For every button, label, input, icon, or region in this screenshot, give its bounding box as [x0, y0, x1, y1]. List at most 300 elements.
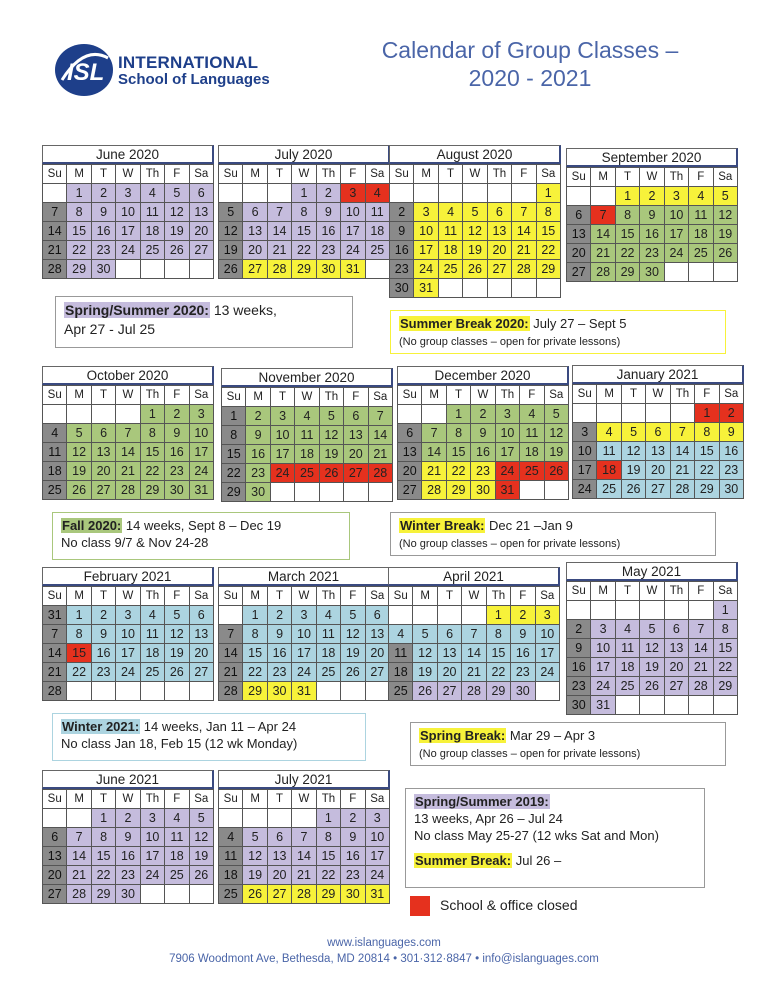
day-cell: 13 [398, 443, 422, 462]
week-row [573, 480, 744, 499]
day-cell: 27 [437, 682, 461, 701]
week-row [567, 225, 738, 244]
day-cell: 25 [520, 462, 544, 481]
week-row [567, 677, 738, 696]
day-cell: 19 [243, 866, 267, 885]
weekday-header: F [512, 165, 536, 184]
weekday-header: F [165, 790, 189, 809]
day-cell: 6 [398, 424, 422, 443]
month-calendar [572, 365, 744, 499]
day-cell: 1 [316, 809, 340, 828]
day-cell: 1 [292, 184, 316, 203]
day-cell: 14 [462, 644, 486, 663]
day-cell: 4 [316, 606, 340, 625]
day-cell: 23 [341, 866, 365, 885]
day-cell: 27 [398, 481, 422, 500]
day-cell: 30 [567, 696, 591, 715]
day-cell: 29 [140, 481, 164, 500]
weekday-header: M [422, 386, 446, 405]
day-cell: 30 [390, 279, 414, 298]
week-row [219, 606, 390, 625]
day-cell: 13 [344, 426, 368, 445]
weekday-header: Su [398, 386, 422, 405]
day-cell: 8 [140, 424, 164, 443]
week-row [390, 260, 561, 279]
weekday-header: W [292, 790, 316, 809]
day-cell: 15 [446, 443, 470, 462]
day-cell: 12 [165, 203, 189, 222]
day-cell: 17 [365, 847, 389, 866]
day-cell: 18 [140, 644, 164, 663]
day-cell: 3 [535, 606, 559, 625]
day-cell: 6 [243, 203, 267, 222]
day-cell: 25 [389, 682, 413, 701]
day-cell: 24 [535, 663, 559, 682]
day-cell: 13 [567, 225, 591, 244]
day-cell: 23 [719, 461, 743, 480]
weekday-header: T [446, 386, 470, 405]
day-cell [573, 404, 597, 423]
day-cell: 4 [615, 620, 639, 639]
weekday-header: W [462, 587, 486, 606]
day-cell: 20 [267, 866, 291, 885]
day-cell [344, 483, 368, 502]
day-cell: 27 [487, 260, 511, 279]
weekday-header: Sa [535, 587, 559, 606]
week-row [567, 187, 738, 206]
school-logo [52, 40, 302, 100]
day-cell: 21 [591, 244, 615, 263]
day-cell: 30 [165, 481, 189, 500]
weekday-header: Sa [713, 168, 737, 187]
day-cell: 10 [189, 424, 213, 443]
week-row [398, 481, 569, 500]
day-cell: 24 [591, 677, 615, 696]
week-row [567, 696, 738, 715]
day-cell: 16 [91, 222, 115, 241]
day-cell: 10 [365, 828, 389, 847]
day-cell [390, 184, 414, 203]
day-cell: 6 [189, 606, 213, 625]
day-cell: 17 [664, 225, 688, 244]
weekday-header: W [116, 386, 140, 405]
day-cell: 31 [341, 260, 365, 279]
day-cell [512, 279, 536, 298]
day-cell: 19 [640, 658, 664, 677]
day-cell: 2 [316, 184, 340, 203]
week-row [222, 426, 393, 445]
day-cell: 31 [43, 606, 67, 625]
week-row [398, 424, 569, 443]
week-row [222, 445, 393, 464]
day-cell: 9 [567, 639, 591, 658]
day-cell: 2 [567, 620, 591, 639]
day-cell: 22 [67, 241, 91, 260]
month-grid [397, 385, 569, 500]
week-row [567, 206, 738, 225]
day-cell: 22 [91, 866, 115, 885]
day-cell: 27 [189, 241, 213, 260]
day-cell: 24 [495, 462, 519, 481]
day-cell: 23 [511, 663, 535, 682]
day-cell [67, 682, 91, 701]
day-cell: 19 [67, 462, 91, 481]
day-cell: 14 [267, 222, 291, 241]
day-cell: 12 [219, 222, 243, 241]
week-row [219, 203, 390, 222]
weekday-header: Th [140, 165, 164, 184]
day-cell: 17 [495, 443, 519, 462]
day-cell: 28 [689, 677, 713, 696]
day-cell: 8 [292, 203, 316, 222]
week-row [43, 260, 214, 279]
day-cell: 31 [591, 696, 615, 715]
month-title: January 2021 [572, 365, 744, 384]
day-cell: 5 [413, 625, 437, 644]
day-cell: 29 [713, 677, 737, 696]
day-cell: 17 [140, 847, 164, 866]
week-row [567, 244, 738, 263]
day-cell: 26 [189, 866, 213, 885]
day-cell [512, 184, 536, 203]
day-cell: 4 [389, 625, 413, 644]
week-row [390, 203, 561, 222]
day-cell: 10 [270, 426, 294, 445]
day-cell: 2 [116, 809, 140, 828]
day-cell [140, 260, 164, 279]
weekday-header-row [567, 168, 738, 187]
day-cell: 25 [597, 480, 621, 499]
day-cell: 8 [486, 625, 510, 644]
weekday-header: M [591, 582, 615, 601]
day-cell: 24 [116, 663, 140, 682]
weekday-header: F [341, 790, 365, 809]
week-row [43, 663, 214, 682]
day-cell [165, 885, 189, 904]
day-cell: 17 [270, 445, 294, 464]
weekday-header: Su [389, 587, 413, 606]
month-grid [221, 387, 393, 502]
day-cell: 4 [520, 405, 544, 424]
day-cell: 1 [67, 184, 91, 203]
day-cell: 12 [640, 639, 664, 658]
weekday-header-row [390, 165, 561, 184]
day-cell [43, 405, 67, 424]
month-grid [389, 164, 561, 298]
day-cell: 4 [140, 184, 164, 203]
day-cell: 22 [615, 244, 639, 263]
day-cell: 20 [567, 244, 591, 263]
day-cell: 23 [471, 462, 495, 481]
day-cell: 30 [267, 682, 291, 701]
day-cell: 27 [267, 885, 291, 904]
day-cell [91, 405, 115, 424]
day-cell [165, 682, 189, 701]
day-cell: 24 [365, 866, 389, 885]
day-cell: 1 [140, 405, 164, 424]
day-cell: 14 [43, 644, 67, 663]
day-cell: 18 [597, 461, 621, 480]
weekday-header: Sa [189, 165, 213, 184]
day-cell: 15 [615, 225, 639, 244]
page-title [330, 36, 730, 92]
day-cell: 1 [446, 405, 470, 424]
day-cell: 27 [344, 464, 368, 483]
week-row [43, 644, 214, 663]
day-cell: 5 [621, 423, 645, 442]
day-cell: 6 [487, 203, 511, 222]
day-cell [535, 682, 559, 701]
day-cell: 21 [368, 445, 392, 464]
day-cell: 30 [246, 483, 270, 502]
week-row [567, 601, 738, 620]
day-cell: 12 [341, 625, 365, 644]
day-cell: 11 [316, 625, 340, 644]
day-cell: 1 [695, 404, 719, 423]
day-cell: 2 [165, 405, 189, 424]
day-cell [91, 682, 115, 701]
weekday-header-row [43, 790, 214, 809]
month-calendar [566, 148, 738, 282]
day-cell: 24 [664, 244, 688, 263]
day-cell [43, 809, 67, 828]
day-cell: 14 [512, 222, 536, 241]
week-row [43, 203, 214, 222]
day-cell: 24 [573, 480, 597, 499]
day-cell [116, 260, 140, 279]
day-cell: 8 [222, 426, 246, 445]
day-cell: 13 [267, 847, 291, 866]
day-cell: 22 [222, 464, 246, 483]
day-cell: 17 [591, 658, 615, 677]
day-cell: 14 [689, 639, 713, 658]
day-cell: 18 [316, 644, 340, 663]
day-cell: 29 [91, 885, 115, 904]
day-cell: 21 [670, 461, 694, 480]
day-cell: 12 [67, 443, 91, 462]
month-title: May 2021 [566, 562, 738, 581]
day-cell [319, 483, 343, 502]
week-row [43, 682, 214, 701]
weekday-header: M [67, 386, 91, 405]
day-cell: 27 [189, 663, 213, 682]
day-cell [713, 263, 737, 282]
day-cell: 27 [43, 885, 67, 904]
day-cell [597, 404, 621, 423]
day-cell: 11 [43, 443, 67, 462]
day-cell: 9 [165, 424, 189, 443]
day-cell [615, 696, 639, 715]
day-cell: 2 [471, 405, 495, 424]
month-grid [42, 586, 214, 701]
day-cell: 18 [43, 462, 67, 481]
day-cell: 31 [189, 481, 213, 500]
weekday-header: T [270, 388, 294, 407]
day-cell: 12 [413, 644, 437, 663]
day-cell: 5 [165, 606, 189, 625]
day-cell: 19 [621, 461, 645, 480]
day-cell: 7 [689, 620, 713, 639]
day-cell: 16 [390, 241, 414, 260]
footer-url[interactable]: www.islanguages.com [327, 937, 441, 949]
weekday-header: T [267, 165, 291, 184]
day-cell: 21 [219, 663, 243, 682]
week-row [573, 461, 744, 480]
day-cell: 15 [486, 644, 510, 663]
day-cell: 26 [165, 663, 189, 682]
day-cell: 12 [621, 442, 645, 461]
day-cell: 19 [713, 225, 737, 244]
month-calendar [42, 366, 214, 500]
week-row [43, 606, 214, 625]
day-cell: 27 [243, 260, 267, 279]
weekday-header-row [43, 165, 214, 184]
week-row [390, 184, 561, 203]
month-title: June 2021 [42, 770, 214, 789]
week-row [43, 405, 214, 424]
day-cell: 28 [422, 481, 446, 500]
day-cell: 12 [544, 424, 568, 443]
month-title: September 2020 [566, 148, 738, 167]
day-cell: 19 [189, 847, 213, 866]
week-row [43, 462, 214, 481]
week-row [43, 625, 214, 644]
day-cell: 13 [487, 222, 511, 241]
day-cell: 18 [615, 658, 639, 677]
day-cell: 7 [462, 625, 486, 644]
day-cell: 25 [165, 866, 189, 885]
day-cell: 12 [165, 625, 189, 644]
week-row [219, 847, 390, 866]
weekday-header: Su [43, 386, 67, 405]
day-cell [689, 696, 713, 715]
weekday-header: W [471, 386, 495, 405]
day-cell: 18 [520, 443, 544, 462]
day-cell: 17 [341, 222, 365, 241]
month-calendar [218, 145, 390, 279]
weekday-header: Sa [189, 790, 213, 809]
day-cell: 15 [67, 644, 91, 663]
weekday-header: M [243, 165, 267, 184]
weekday-header: Th [140, 790, 164, 809]
day-cell [664, 696, 688, 715]
day-cell: 22 [243, 663, 267, 682]
weekday-header: T [267, 790, 291, 809]
day-cell: 20 [487, 241, 511, 260]
weekday-header: T [91, 165, 115, 184]
day-cell: 13 [664, 639, 688, 658]
day-cell: 2 [91, 606, 115, 625]
weekday-header: M [591, 168, 615, 187]
day-cell: 9 [316, 203, 340, 222]
day-cell: 24 [140, 866, 164, 885]
day-cell: 1 [713, 601, 737, 620]
day-cell: 22 [316, 866, 340, 885]
day-cell: 15 [243, 644, 267, 663]
day-cell [689, 263, 713, 282]
day-cell: 26 [413, 682, 437, 701]
day-cell: 20 [646, 461, 670, 480]
weekday-header: Sa [189, 587, 213, 606]
day-cell [567, 187, 591, 206]
day-cell: 17 [292, 644, 316, 663]
week-row [222, 483, 393, 502]
day-cell: 28 [219, 682, 243, 701]
day-cell [67, 809, 91, 828]
day-cell: 11 [295, 426, 319, 445]
week-row [389, 606, 560, 625]
day-cell [591, 187, 615, 206]
month-title: August 2020 [389, 145, 561, 164]
day-cell: 2 [390, 203, 414, 222]
day-cell: 8 [316, 828, 340, 847]
day-cell: 19 [165, 222, 189, 241]
month-title: October 2020 [42, 366, 214, 385]
day-cell [621, 404, 645, 423]
weekday-header: M [597, 385, 621, 404]
week-row [43, 443, 214, 462]
day-cell: 6 [365, 606, 389, 625]
day-cell: 12 [189, 828, 213, 847]
day-cell: 26 [713, 244, 737, 263]
day-cell: 3 [664, 187, 688, 206]
day-cell: 7 [422, 424, 446, 443]
day-cell [116, 682, 140, 701]
day-cell: 30 [640, 263, 664, 282]
day-cell [189, 682, 213, 701]
month-title: March 2021 [218, 567, 390, 586]
weekday-header: F [165, 587, 189, 606]
day-cell: 23 [316, 241, 340, 260]
day-cell: 2 [640, 187, 664, 206]
day-cell: 2 [246, 407, 270, 426]
day-cell: 16 [341, 847, 365, 866]
day-cell: 17 [414, 241, 438, 260]
day-cell: 20 [664, 658, 688, 677]
day-cell [389, 606, 413, 625]
day-cell: 11 [365, 203, 389, 222]
weekday-header: W [646, 385, 670, 404]
weekday-header-row [389, 587, 560, 606]
day-cell: 31 [414, 279, 438, 298]
day-cell: 16 [91, 644, 115, 663]
day-cell: 31 [292, 682, 316, 701]
day-cell [713, 696, 737, 715]
month-title: July 2021 [218, 770, 390, 789]
month-calendar [218, 567, 390, 701]
day-cell: 11 [219, 847, 243, 866]
day-cell: 13 [189, 625, 213, 644]
day-cell: 30 [116, 885, 140, 904]
day-cell: 15 [67, 222, 91, 241]
day-cell: 2 [511, 606, 535, 625]
day-cell: 2 [91, 184, 115, 203]
week-row [43, 885, 214, 904]
weekday-header: F [520, 386, 544, 405]
month-calendar [218, 770, 390, 904]
day-cell: 22 [140, 462, 164, 481]
day-cell: 1 [536, 184, 560, 203]
week-row [219, 663, 390, 682]
day-cell: 23 [91, 241, 115, 260]
day-cell [140, 885, 164, 904]
day-cell: 7 [670, 423, 694, 442]
weekday-header: Sa [365, 790, 389, 809]
week-row [398, 462, 569, 481]
day-cell: 2 [341, 809, 365, 828]
day-cell: 20 [189, 644, 213, 663]
day-cell: 25 [365, 241, 389, 260]
